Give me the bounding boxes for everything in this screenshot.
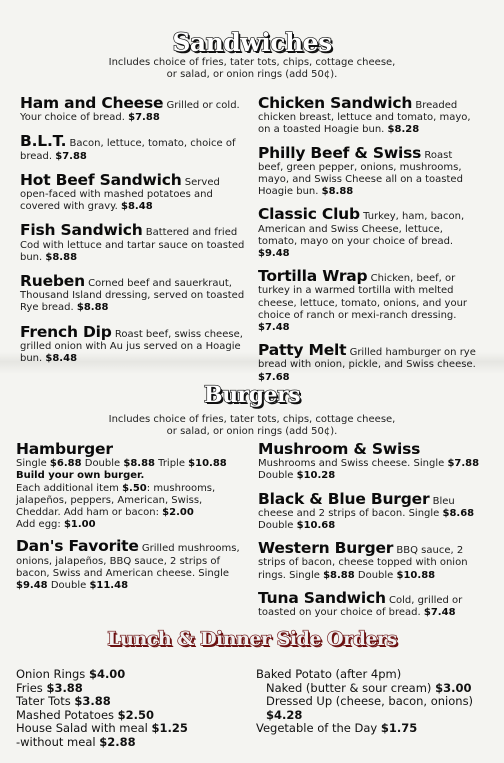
item-price: $6.88 xyxy=(49,458,82,470)
burgers-note-line1: Includes choice of fries, tater tots, chips, cottage cheese, xyxy=(108,414,396,425)
item-price: $10.68 xyxy=(296,520,336,532)
side-item xyxy=(256,695,496,722)
item-desc: Roast beef, swiss cheese, grilled onion with Au jus served on a Hoagie bun. xyxy=(20,328,243,365)
menu-item xyxy=(258,267,478,334)
item-desc: Mushrooms and Swiss cheese. Single xyxy=(258,458,448,470)
item-name: Fish Sandwich xyxy=(20,221,143,240)
side-price: $4.00 xyxy=(88,667,126,681)
item-price: $8.48 xyxy=(45,353,78,365)
side-price: $2.50 xyxy=(117,707,155,722)
side-label: Fries xyxy=(16,680,47,695)
sandwiches-left-column xyxy=(20,94,248,365)
item-price: $8.88 xyxy=(321,186,354,198)
menu-item xyxy=(258,341,478,384)
menu-item xyxy=(20,132,248,162)
sandwiches-heading xyxy=(0,28,504,57)
item-price: $10.88 xyxy=(396,569,436,581)
build-your-own-label: Build your own burger. xyxy=(16,470,145,482)
item-price: $8.88 xyxy=(45,251,78,263)
menu-item-dans-favorite xyxy=(16,537,248,592)
menu-item-western xyxy=(258,539,484,582)
item-desc: Corned beef and sauerkraut, Thousand Island dressing, served on toasted Rye bread. xyxy=(20,278,245,314)
sides-title: Lunch & Dinner Side Orders xyxy=(107,628,397,650)
item-price: $10.28 xyxy=(296,470,336,482)
side-item xyxy=(16,709,248,723)
item-desc: Chicken, beef, or turkey in a warmed tortilla with melted cheese, lettuce, tomato, onions, and your choice of ranch or mexi-ranch dressing. xyxy=(258,273,468,321)
item-price: $7.88 xyxy=(55,150,87,162)
size-label: Double xyxy=(258,520,297,532)
item-price: $8.88 xyxy=(76,302,109,314)
side-label: Dressed Up (cheese, bacon, onions) xyxy=(266,694,474,709)
menu-item xyxy=(20,221,248,264)
size-label: Double xyxy=(81,458,124,470)
sides-left-column xyxy=(16,668,248,750)
burgers-note-line2: or salad, or onion rings (add 50¢). xyxy=(166,426,338,437)
egg-label: Add egg: xyxy=(16,519,64,531)
menu-item xyxy=(20,94,248,124)
menu-item xyxy=(20,272,248,315)
menu-item-mushroom-swiss xyxy=(258,440,484,483)
item-price: $8.88 xyxy=(323,569,355,581)
side-item xyxy=(256,682,496,696)
side-label: House Salad with meal xyxy=(16,721,152,736)
side-label: Mashed Potatoes xyxy=(16,707,118,722)
burgers-left-column xyxy=(16,440,248,592)
item-price: $7.48 xyxy=(258,322,290,334)
size-label: Double xyxy=(354,569,397,581)
item-desc: Bacon, lettuce, tomato, choice of bread. xyxy=(20,138,236,162)
item-desc: : mushrooms, jalapeños, peppers, American, Swiss, Cheddar. Add ham or bacon: xyxy=(16,482,216,519)
burgers-right-column xyxy=(258,440,484,619)
side-item xyxy=(16,736,248,750)
size-label: Double xyxy=(47,580,90,592)
side-price: $3.00 xyxy=(435,680,472,695)
side-price: $2.88 xyxy=(99,734,136,749)
sides-right-column xyxy=(256,668,496,736)
baked-potato-label: Baked Potato (after 4pm) xyxy=(256,667,402,681)
side-label: Tater Tots xyxy=(16,694,75,709)
menu-item xyxy=(258,144,478,199)
item-desc: Battered and fried Cod with lettuce and tartar sauce on toasted bun. xyxy=(20,227,245,263)
item-price: $8.48 xyxy=(121,201,153,213)
item-name: Tuna Sandwich xyxy=(258,588,386,607)
menu-item xyxy=(258,205,478,260)
item-desc: Bleu cheese and 2 strips of bacon. Single xyxy=(258,495,455,519)
size-label: Double xyxy=(258,470,297,482)
item-name: Classic Club xyxy=(258,205,360,224)
item-name: Rueben xyxy=(20,272,85,291)
menu-item xyxy=(20,323,248,366)
side-price: $1.75 xyxy=(380,721,418,736)
side-item xyxy=(16,682,248,696)
item-price: $9.48 xyxy=(258,248,290,260)
side-label: Onion Rings xyxy=(16,667,89,681)
sandwiches-note-line2: or salad, or onion rings (add 50¢). xyxy=(166,69,338,80)
side-price: $1.25 xyxy=(151,721,188,736)
menu-item-hamburger xyxy=(16,440,248,531)
item-price: $8.68 xyxy=(442,507,475,519)
menu-item-tuna xyxy=(258,589,484,619)
item-name: B.L.T. xyxy=(20,132,67,151)
item-desc: Grilled mushrooms, onions, jalapeños, BBQ sauce, 2 strips of bacon, Swiss and American cheese. Single xyxy=(16,543,240,579)
burgers-heading xyxy=(0,382,504,408)
side-label: Vegetable of the Day xyxy=(256,721,381,736)
item-price: $7.48 xyxy=(423,607,456,619)
burgers-note xyxy=(0,414,504,438)
item-desc: BBQ sauce, 2 strips of bacon, cheese topped with onion rings. Single xyxy=(258,545,468,581)
item-price: $2.00 xyxy=(162,507,194,519)
side-item xyxy=(256,722,496,736)
side-label: -without meal xyxy=(16,734,100,749)
item-name: Chicken Sandwich xyxy=(258,94,413,112)
item-desc: Grilled or cold. Your choice of bread. xyxy=(20,100,240,124)
item-price: $9.48 xyxy=(16,580,48,592)
item-price: $8.28 xyxy=(387,124,420,136)
item-name: Ham and Cheese xyxy=(20,94,164,112)
item-desc: Served open-faced with mashed potatoes and covered with gravy. xyxy=(20,176,220,213)
sandwiches-note-line1: Includes choice of fries, tater tots, chips, cottage cheese, xyxy=(108,57,396,68)
item-name: Western Burger xyxy=(258,539,394,558)
menu-item xyxy=(258,94,478,137)
menu-item xyxy=(20,171,248,214)
sides-heading xyxy=(0,628,504,650)
item-desc: Roast beef, green pepper, onions, mushrooms, mayo, and Swiss Cheese all on a toasted Hoagie bun. xyxy=(258,149,463,198)
menu-item-black-blue xyxy=(258,490,484,533)
sandwiches-title: Sandwiches xyxy=(172,28,332,57)
item-desc: Breaded chicken breast, lettuce and tomato, mayo, on a toasted Hoagie bun. xyxy=(258,100,471,136)
item-name: Dan's Favorite xyxy=(16,537,139,556)
item-name: French Dip xyxy=(20,322,112,341)
side-item xyxy=(16,668,248,682)
item-desc: Turkey, ham, bacon, American and Swiss Cheese, lettuce, tomato, mayo on your choice of bread. xyxy=(258,211,465,247)
side-label: Naked (butter & sour cream) xyxy=(266,680,436,695)
side-item xyxy=(16,695,248,709)
item-price: $10.88 xyxy=(188,458,227,470)
item-name: Patty Melt xyxy=(258,341,347,360)
item-desc: Cold, grilled or toasted on your choice of bread. xyxy=(258,594,463,619)
item-name: Tortilla Wrap xyxy=(258,267,368,286)
item-name: Hamburger xyxy=(16,440,113,458)
each-item-label: Each additional item xyxy=(16,482,123,494)
item-price: $11.48 xyxy=(89,580,129,592)
item-price: $.50 xyxy=(122,482,147,494)
item-name: Philly Beef & Swiss xyxy=(258,143,422,162)
item-price: $8.88 xyxy=(123,458,155,470)
item-price: $7.88 xyxy=(447,458,480,470)
item-price: $7.88 xyxy=(128,112,160,124)
side-price: $3.88 xyxy=(74,694,111,709)
item-desc: Grilled hamburger on rye bread with onion, pickle, and Swiss cheese. xyxy=(258,347,476,371)
sandwiches-note xyxy=(0,57,504,81)
side-price: $4.28 xyxy=(266,707,303,722)
item-price: $1.00 xyxy=(63,519,96,531)
burgers-title: Burgers xyxy=(203,382,301,408)
side-item xyxy=(16,722,248,736)
sandwiches-right-column xyxy=(258,94,478,384)
side-price: $3.88 xyxy=(46,680,83,695)
item-name: Black & Blue Burger xyxy=(258,489,430,508)
item-name: Mushroom & Swiss xyxy=(258,440,421,458)
item-name: Hot Beef Sandwich xyxy=(20,170,182,189)
size-label: Triple xyxy=(155,458,189,470)
item-price: $7.68 xyxy=(258,371,290,383)
size-label: Single xyxy=(16,458,50,470)
